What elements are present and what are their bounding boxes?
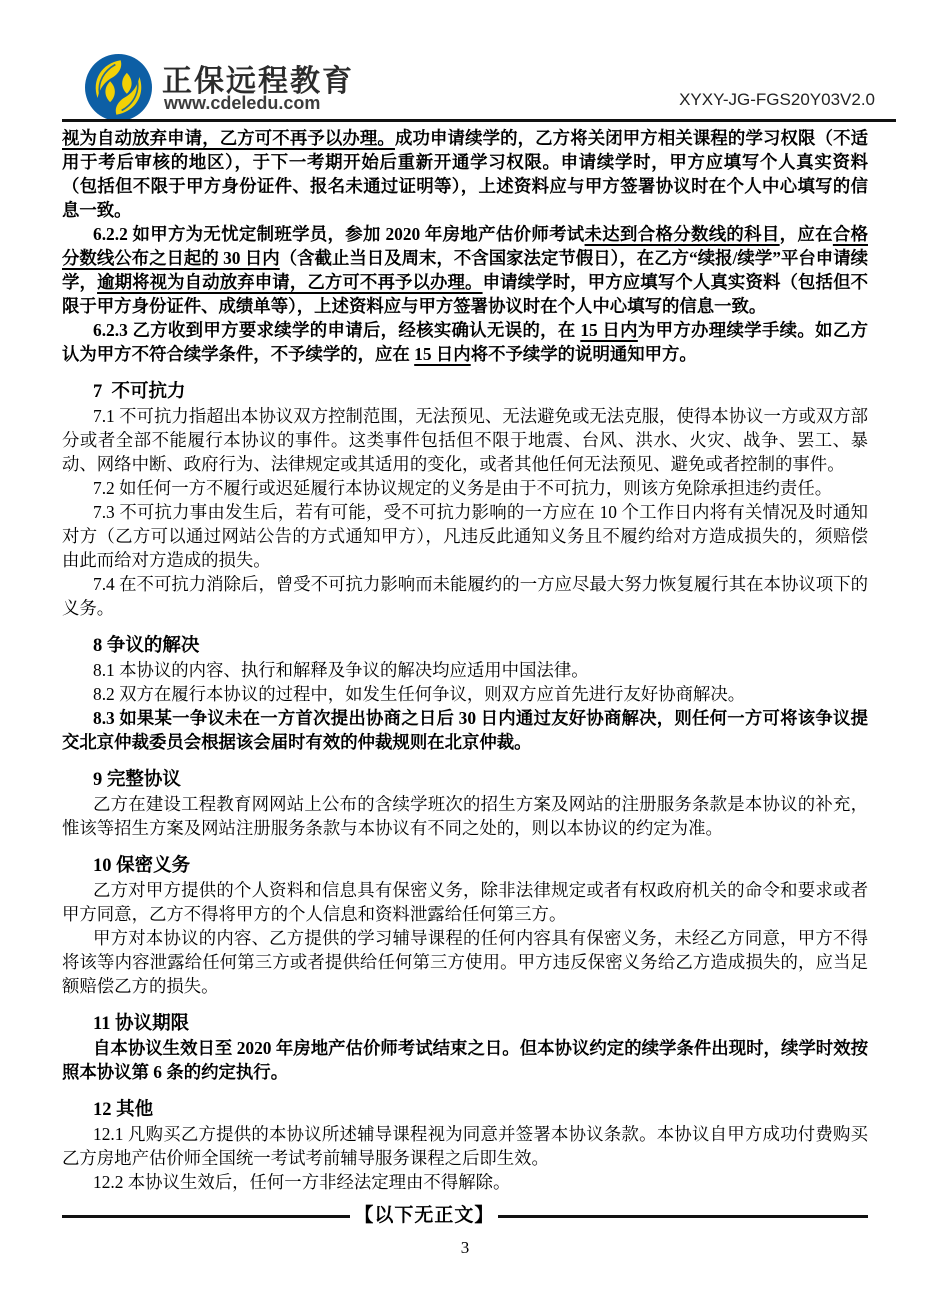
text-run: 将不予续学的说明通知甲方。 <box>470 344 697 364</box>
paragraph <box>62 792 868 840</box>
paragraph <box>62 706 868 754</box>
paragraph <box>62 500 868 572</box>
text-run: 自本协议生效日至 2020 年房地产估价师考试结束之日。但本协议约定的续学条件出现时，续学时效按照本协议第 6 条的约定执行。 <box>62 1038 868 1082</box>
paragraph <box>62 404 868 476</box>
text-run: 申请续学时，甲方应填写个人真实资料（包括但不限于甲方身份证件、成绩单等），上述资料应与甲方签署协议时在个人中心填写的信息一致。 <box>62 272 868 316</box>
document-body <box>62 126 868 1260</box>
end-of-text-label: 【以下无正文】 <box>354 1205 495 1226</box>
paragraph <box>62 658 868 682</box>
text-run: 7.2 如任何一方不履行或迟延履行本协议规定的义务是由于不可抗力，则该方免除承担违约责任。 <box>93 478 833 498</box>
text-run: 6.2.2 如甲方为无忧定制班学员，参加 2020 年房地产估价师考试 <box>93 224 585 244</box>
text-run: 8.2 双方在履行本协议的过程中，如发生任何争议，则双方应首先进行友好协商解决。 <box>93 684 746 704</box>
text-run: 7.3 不可抗力事由发生后，若有可能，受不可抗力影响的一方应在 10 个工作日内将有关情况及时通知对方（乙方可以通过网站公告的方式通知甲方），凡违反此通知义务且不履约给对方造成损失的，须赔偿由此而给对方造成的损失。 <box>62 502 868 570</box>
page-number: 3 <box>460 1238 470 1257</box>
paragraph <box>62 318 868 366</box>
document-code: XYXY-JG-FGS20Y03V2.0 <box>679 90 875 109</box>
text-run: 6.2.3 乙方收到甲方要求续学的申请后，经核实确认无误的，在 <box>93 320 581 340</box>
text-run: 7.1 不可抗力指超出本协议双方控制范围，无法预见、无法避免或无法克服，使得本协议一方或双方部分或者全部不能履行本协议的事件。这类事件包括但不限于地震、台风、洪水、火灾、战争、罢工、暴动、网络中断、政府行为、法律规定或其适用的变化，或者其他任何无法预见、避免或者控制的事件。 <box>62 406 868 474</box>
paragraph <box>62 572 868 620</box>
text-run: 12.2 本协议生效后，任何一方非经法定理由不得解除。 <box>93 1172 511 1192</box>
underlined-text: 逾期将视为自动放弃申请，乙方可不再予以办理。 <box>97 272 483 292</box>
underlined-text: 未达到合格分数线的科目 <box>584 224 780 244</box>
section-heading: 11 协议期限 <box>93 1014 190 1034</box>
header-divider <box>62 119 896 122</box>
paragraph <box>62 126 868 222</box>
paragraph <box>62 476 868 500</box>
text-run: 12.1 凡购买乙方提供的本协议所述辅导课程视为同意并签署本协议条款。本协议自甲方成功付费购买乙方房地产估价师全国统一考试考前辅导服务课程之后即生效。 <box>62 1124 868 1168</box>
brand-logo-icon <box>85 54 152 121</box>
text-run: 甲方对本协议的内容、乙方提供的学习辅导课程的任何内容具有保密义务，未经乙方同意，甲方不得将该等内容泄露给任何第三方或者提供给任何第三方使用。甲方违反保密义务给乙方造成损失的，应当足额赔偿乙方的损失。 <box>62 928 868 996</box>
paragraph <box>62 1170 868 1194</box>
section-heading: 7 不可抗力 <box>93 382 186 402</box>
text-run: 8.3 如果某一争议未在一方首次提出协商之日后 30 日内通过友好协商解决，则任何一方可将该争议提交北京仲裁委员会根据该会届时有效的仲裁规则在北京仲裁。 <box>62 708 868 752</box>
marker-line-left <box>62 1215 350 1218</box>
text-run: ，应在 <box>779 224 833 244</box>
paragraph <box>62 1122 868 1170</box>
text-run: 7.4 在不可抗力消除后，曾受不可抗力影响而未能履约的一方应尽最大努力恢复履行其在本协议项下的义务。 <box>62 574 868 618</box>
brand-name: 正保远程教育 <box>162 65 354 98</box>
paragraph <box>62 926 868 998</box>
page-header <box>0 0 927 126</box>
end-of-text-marker <box>62 1204 868 1228</box>
section-heading: 9 完整协议 <box>93 770 181 790</box>
underlined-text: 合格分数线公布之日起的 30 日内 <box>62 224 868 268</box>
text-run: 8.1 本协议的内容、执行和解释及争议的解决均应适用中国法律。 <box>93 660 589 680</box>
section-heading: 10 保密义务 <box>93 856 191 876</box>
paragraph <box>62 682 868 706</box>
text-run: 乙方在建设工程教育网网站上公布的含续学班次的招生方案及网站的注册服务条款是本协议的补充，惟该等招生方案及网站注册服务条款与本协议有不同之处的，则以本协议的约定为准。 <box>62 794 868 838</box>
text-run: （含截止当日及周末，不含国家法定节假日），在乙方“续报/续学”平台申请续学， <box>62 248 869 292</box>
marker-line-right <box>498 1215 868 1218</box>
text-run: 成功申请续学的，乙方将关闭甲方相关课程的学习权限（不适用于考后审核的地区），于下一考期开始后重新开通学习权限。申请续学时，甲方应填写个人真实资料（包括但不限于甲方身份证件、报名未通过证明等），上述资料应与甲方签署协议时在个人中心填写的信息一致。 <box>62 128 868 220</box>
paragraph <box>62 1036 868 1084</box>
paragraph <box>62 222 868 318</box>
text-run: 乙方对甲方提供的个人资料和信息具有保密义务，除非法律规定或者有权政府机关的命令和要求或者甲方同意，乙方不得将甲方的个人信息和资料泄露给任何第三方。 <box>62 880 868 924</box>
brand-url: www.cdeledu.com <box>164 93 321 113</box>
underlined-text: 15 日内 <box>414 344 471 364</box>
underlined-text: 视为自动放弃申请，乙方可不再予以办理。 <box>62 128 395 148</box>
section-heading: 12 其他 <box>93 1100 154 1120</box>
section-heading: 8 争议的解决 <box>93 636 200 656</box>
underlined-text: 15 日内 <box>580 320 638 340</box>
paragraph <box>62 878 868 926</box>
text-run: 为甲方办理续学手续。如乙方认为甲方不符合续学条件，不予续学的，应在 <box>62 320 868 364</box>
